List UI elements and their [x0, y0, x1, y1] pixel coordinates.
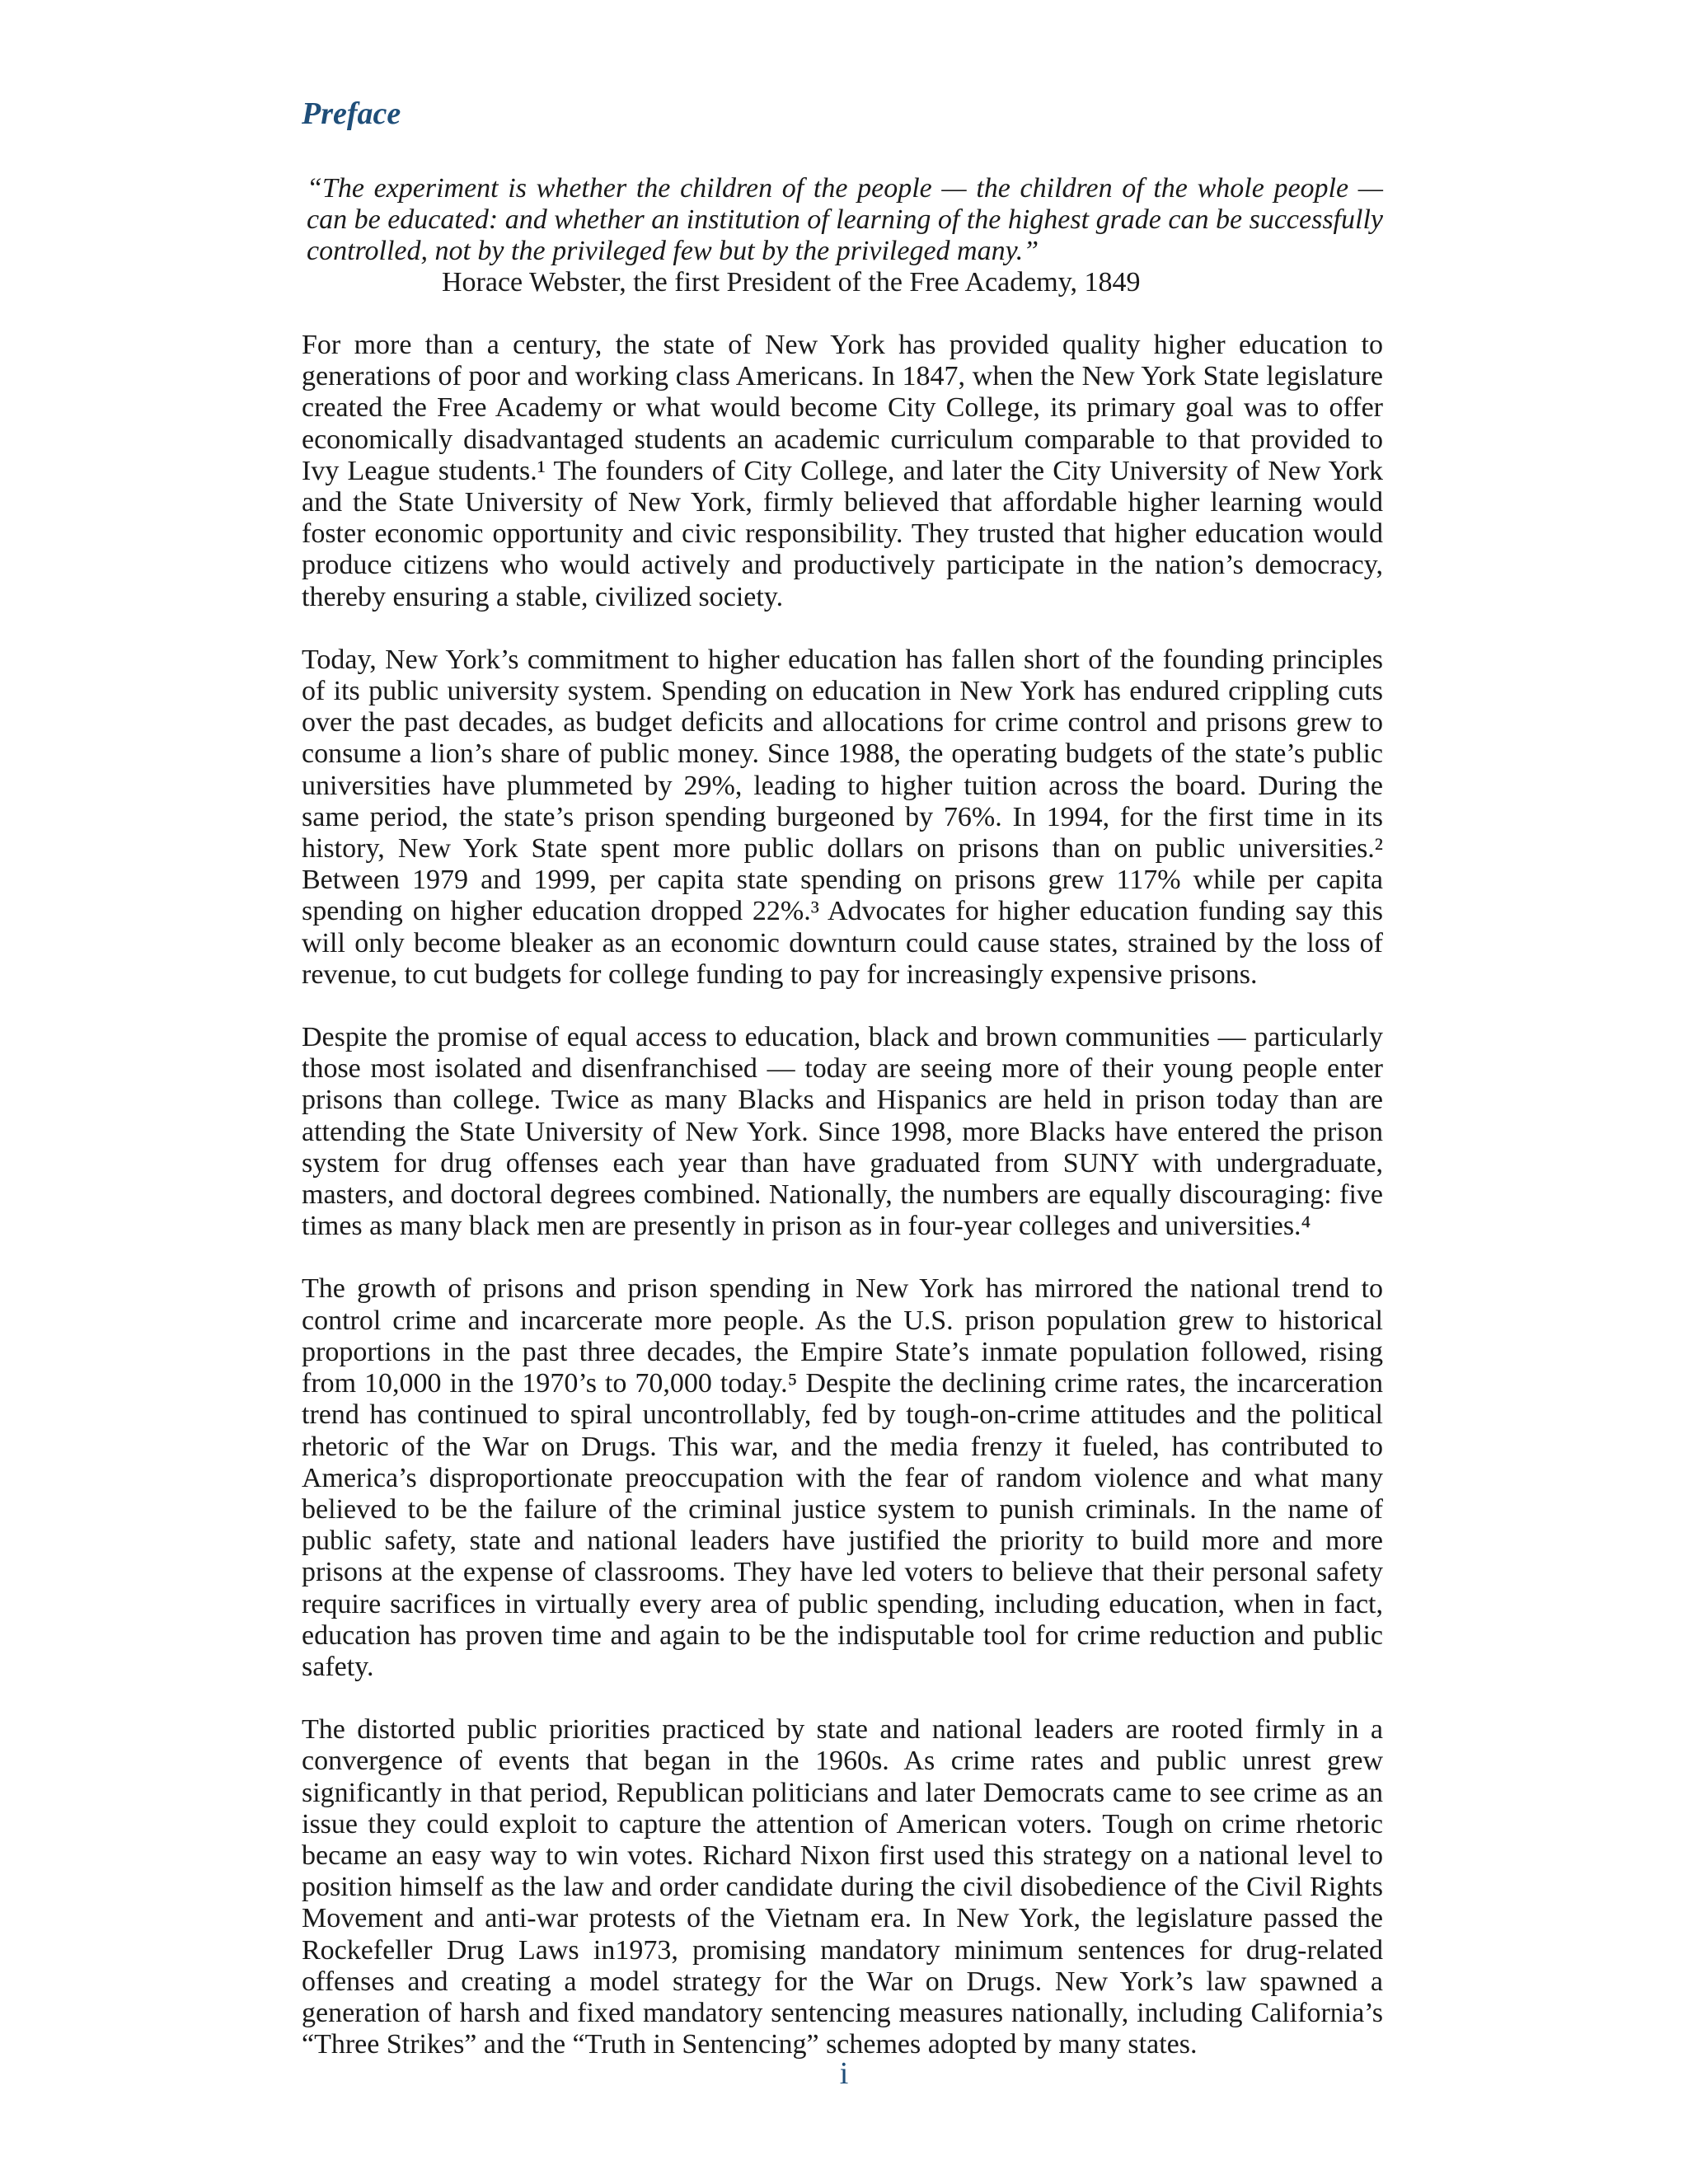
epigraph-quote: “The experiment is whether the children of the people — the children of the whole people — can be educated: and whether an institution of learning of the highest grade can be successfully controlled, not by the privileged few but by the privileged many.”: [307, 173, 1383, 266]
paragraph-4: The growth of prisons and prison spending in New York has mirrored the national trend to control crime and incarcerate more people. As the U.S. prison population grew to historical proportions in the past three decades, the Empire State’s inmate population followed, rising from 10,000 in the 1970’s to 70,000 today.⁵ Despite the declining crime rates, the incarceration trend has continued to spiral uncontrollably, fed by tough-on-crime attitudes and the political rhetoric of the War on Drugs. This war, and the media frenzy it fueled, has contributed to America’s disproportionate preoccupation with the fear of random violence and what many believed to be the failure of the criminal justice system to punish criminals. In the name of public safety, state and national leaders have justified the priority to build more and more prisons at the expense of classrooms. They have led voters to believe that their personal safety require sacrifices in virtually every area of public spending, including education, when in fact, education has proven time and again to be the indisputable tool for crime reduction and public safety.: [302, 1273, 1383, 1682]
paragraph-3: Despite the promise of equal access to education, black and brown communities — particularly those most isolated and disenfranchised — today are seeing more of their young people enter prisons than college. Twice as many Blacks and Hispanics are held in prison today than are attending the State University of New York. Since 1998, more Blacks have entered the prison system for drug offenses each year than have graduated from SUNY with undergraduate, masters, and doctoral degrees combined. Nationally, the numbers are equally discouraging: five times as many black men are presently in prison as in four-year colleges and universities.⁴: [302, 1022, 1383, 1242]
preface-page: [302, 89, 1383, 2092]
paragraph-2: Today, New York’s commitment to higher education has fallen short of the founding principles of its public university system. Spending on education in New York has endured crippling cuts over the past decades, as budget deficits and allocations for crime control and prisons grew to consume a lion’s share of public money. Since 1988, the operating budgets of the state’s public universities have plummeted by 29%, leading to higher tuition across the board. During the same period, the state’s prison spending burgeoned by 76%. In 1994, for the first time in its history, New York State spent more public dollars on prisons than on public universities.² Between 1979 and 1999, per capita state spending on prisons grew 117% while per capita spending on higher education dropped 22%.³ Advocates for higher education funding say this will only become bleaker as an economic downturn could cause states, strained by the loss of revenue, to cut budgets for college funding to pay for increasingly expensive prisons.: [302, 644, 1383, 990]
epigraph-attribution: Horace Webster, the first President of the Free Academy, 1849: [442, 267, 1141, 298]
paragraph-1: For more than a century, the state of New York has provided quality higher education to generations of poor and working class Americans. In 1847, when the New York State legislature created the Free Academy or what would become City College, its primary goal was to offer economically disadvantaged students an academic curriculum comparable to that provided to Ivy League students.¹ The founders of City College, and later the City University of New York and the State University of New York, firmly believed that affordable higher learning would foster economic opportunity and civic responsibility. They trusted that higher education would produce citizens who would actively and productively participate in the nation’s democracy, thereby ensuring a stable, civilized society.: [302, 330, 1383, 612]
page-heading: Preface: [302, 96, 401, 131]
page-number: i: [839, 2056, 849, 2091]
paragraph-5: The distorted public priorities practiced by state and national leaders are rooted firmly in a convergence of events that began in the 1960s. As crime rates and public unrest grew significantly in that period, Republican politicians and later Democrats came to see crime as an issue they could exploit to capture the attention of American voters. Tough on crime rhetoric became an easy way to win votes. Richard Nixon first used this strategy on a national level to position himself as the law and order candidate during the civil disobedience of the Civil Rights Movement and anti-war protests of the Vietnam era. In New York, the legislature passed the Rockefeller Drug Laws in1973, promising mandatory minimum sentences for drug-related offenses and creating a model strategy for the War on Drugs. New York’s law spawned a generation of harsh and fixed mandatory sentencing measures nationally, including California’s “Three Strikes” and the “Truth in Sentencing” schemes adopted by many states.: [302, 1714, 1383, 2060]
